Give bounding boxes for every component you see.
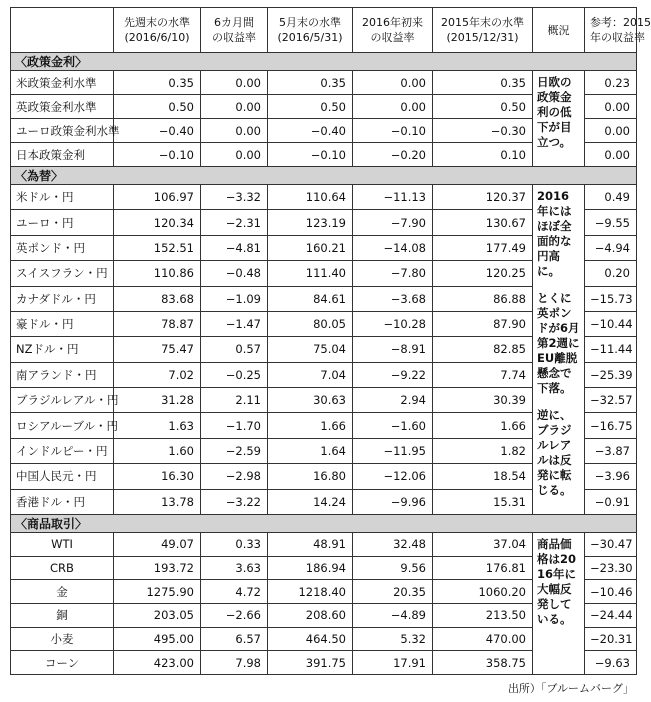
reference-return-cell: −9.63 bbox=[585, 651, 637, 675]
value-cell: −11.95 bbox=[353, 438, 433, 463]
value-cell: 120.34 bbox=[114, 210, 201, 235]
value-cell: 0.35 bbox=[433, 71, 533, 95]
header-ytd-return: 2016年初来 の収益率 bbox=[353, 8, 433, 53]
value-cell: 1.66 bbox=[433, 413, 533, 438]
value-cell: 18.54 bbox=[433, 464, 533, 489]
value-cell: −1.60 bbox=[353, 413, 433, 438]
value-cell: 2.94 bbox=[353, 388, 433, 413]
overview-text: 商品価格は2016年に大幅反発している。 bbox=[537, 537, 577, 626]
value-cell: −0.10 bbox=[353, 119, 433, 143]
value-cell: 49.07 bbox=[114, 533, 201, 557]
overview-text: 逆に、ブラジルレアルは反発に転じる。 bbox=[537, 408, 572, 497]
value-cell: −3.32 bbox=[201, 185, 268, 210]
section-header-row bbox=[11, 53, 637, 71]
row-label: 金 bbox=[11, 580, 114, 604]
reference-return-cell: −0.91 bbox=[585, 489, 637, 515]
value-cell: 193.72 bbox=[114, 556, 201, 580]
value-cell: −0.25 bbox=[201, 362, 268, 387]
value-cell: 0.50 bbox=[433, 95, 533, 119]
section-title: 〈為替〉 bbox=[11, 167, 637, 185]
table-body bbox=[11, 53, 637, 675]
value-cell: 13.78 bbox=[114, 489, 201, 515]
section-header-row bbox=[11, 167, 637, 185]
value-cell: 16.80 bbox=[268, 464, 353, 489]
value-cell: 0.50 bbox=[268, 95, 353, 119]
value-cell: 1.82 bbox=[433, 438, 533, 463]
value-cell: 152.51 bbox=[114, 235, 201, 260]
reference-return-cell: 0.00 bbox=[585, 119, 637, 143]
value-cell: 30.63 bbox=[268, 388, 353, 413]
overview-text: 日欧の政策金利の低下が目立つ。 bbox=[537, 75, 572, 149]
value-cell: −7.80 bbox=[353, 261, 433, 286]
value-cell: 1.63 bbox=[114, 413, 201, 438]
value-cell: 110.64 bbox=[268, 185, 353, 210]
table-row bbox=[11, 71, 637, 95]
reference-return-cell: 0.20 bbox=[585, 261, 637, 286]
reference-return-cell: −23.30 bbox=[585, 556, 637, 580]
value-cell: −1.70 bbox=[201, 413, 268, 438]
value-cell: 123.19 bbox=[268, 210, 353, 235]
market-data-table bbox=[10, 7, 651, 675]
overview-cell bbox=[533, 71, 585, 167]
value-cell: −11.13 bbox=[353, 185, 433, 210]
reference-return-cell: −16.75 bbox=[585, 413, 637, 438]
value-cell: 48.91 bbox=[268, 533, 353, 557]
value-cell: 1275.90 bbox=[114, 580, 201, 604]
overview-text: とくに英ポンドが6月第2週にEU離脱懸念で下落。 bbox=[537, 291, 580, 395]
row-label: 銅 bbox=[11, 604, 114, 628]
reference-return-cell: 0.49 bbox=[585, 185, 637, 210]
value-cell: 0.35 bbox=[114, 71, 201, 95]
reference-return-cell: −20.31 bbox=[585, 627, 637, 651]
value-cell: 3.63 bbox=[201, 556, 268, 580]
value-cell: 16.30 bbox=[114, 464, 201, 489]
header-overview: 概況 bbox=[533, 8, 585, 53]
row-label: CRB bbox=[11, 556, 114, 580]
value-cell: 84.61 bbox=[268, 286, 353, 311]
row-label: コーン bbox=[11, 651, 114, 675]
value-cell: 470.00 bbox=[433, 627, 533, 651]
value-cell: 87.90 bbox=[433, 311, 533, 336]
value-cell: −14.08 bbox=[353, 235, 433, 260]
reference-return-cell: −30.47 bbox=[585, 533, 637, 557]
value-cell: −3.68 bbox=[353, 286, 433, 311]
reference-return-cell: 0.00 bbox=[585, 95, 637, 119]
value-cell: 0.00 bbox=[201, 143, 268, 167]
row-label: WTI bbox=[11, 533, 114, 557]
value-cell: 32.48 bbox=[353, 533, 433, 557]
value-cell: 14.24 bbox=[268, 489, 353, 515]
value-cell: −0.48 bbox=[201, 261, 268, 286]
value-cell: −0.40 bbox=[268, 119, 353, 143]
value-cell: −0.20 bbox=[353, 143, 433, 167]
value-cell: 1.60 bbox=[114, 438, 201, 463]
reference-return-cell: −25.39 bbox=[585, 362, 637, 387]
reference-return-cell: 0.23 bbox=[585, 71, 637, 95]
value-cell: 106.97 bbox=[114, 185, 201, 210]
value-cell: 0.00 bbox=[353, 71, 433, 95]
value-cell: −9.22 bbox=[353, 362, 433, 387]
value-cell: 130.67 bbox=[433, 210, 533, 235]
value-cell: 2.11 bbox=[201, 388, 268, 413]
value-cell: 464.50 bbox=[268, 627, 353, 651]
header-2015-end-level: 2015年末の水準 (2015/12/31) bbox=[433, 8, 533, 53]
table-row bbox=[11, 533, 637, 557]
row-label: ユーロ政策金利水準 bbox=[11, 119, 114, 143]
value-cell: 358.75 bbox=[433, 651, 533, 675]
row-label: ブラジルレアル・円 bbox=[11, 388, 114, 413]
section-title: 〈商品取引〉 bbox=[11, 515, 637, 533]
value-cell: 160.21 bbox=[268, 235, 353, 260]
value-cell: 1060.20 bbox=[433, 580, 533, 604]
value-cell: 5.32 bbox=[353, 627, 433, 651]
value-cell: −0.40 bbox=[114, 119, 201, 143]
value-cell: 0.57 bbox=[201, 337, 268, 362]
value-cell: 75.47 bbox=[114, 337, 201, 362]
value-cell: 80.05 bbox=[268, 311, 353, 336]
reference-return-cell: −10.46 bbox=[585, 580, 637, 604]
reference-return-cell: −3.87 bbox=[585, 438, 637, 463]
value-cell: 7.74 bbox=[433, 362, 533, 387]
section-header-row bbox=[11, 515, 637, 533]
section-title: 〈政策金利〉 bbox=[11, 53, 637, 71]
reference-return-cell: −4.94 bbox=[585, 235, 637, 260]
value-cell: 37.04 bbox=[433, 533, 533, 557]
reference-return-cell: −11.44 bbox=[585, 337, 637, 362]
row-label: ロシアルーブル・円 bbox=[11, 413, 114, 438]
header-may-end-level: 5月末の水準 (2016/5/31) bbox=[268, 8, 353, 53]
value-cell: −12.06 bbox=[353, 464, 433, 489]
value-cell: 391.75 bbox=[268, 651, 353, 675]
header-row bbox=[11, 8, 637, 53]
value-cell: 20.35 bbox=[353, 580, 433, 604]
source-note: 出所）「ブルームバーグ」 bbox=[507, 682, 634, 695]
value-cell: 110.86 bbox=[114, 261, 201, 286]
value-cell: −1.09 bbox=[201, 286, 268, 311]
overview-text: 2016年にはほぼ全面的な円高に。 bbox=[537, 189, 572, 278]
value-cell: 213.50 bbox=[433, 604, 533, 628]
value-cell: −0.30 bbox=[433, 119, 533, 143]
value-cell: 495.00 bbox=[114, 627, 201, 651]
header-six-month-return: 6カ月間 の収益率 bbox=[201, 8, 268, 53]
value-cell: 0.00 bbox=[201, 95, 268, 119]
value-cell: 0.33 bbox=[201, 533, 268, 557]
row-label: ユーロ・円 bbox=[11, 210, 114, 235]
value-cell: −1.47 bbox=[201, 311, 268, 336]
reference-return-cell: −32.57 bbox=[585, 388, 637, 413]
value-cell: 7.02 bbox=[114, 362, 201, 387]
row-label: 小麦 bbox=[11, 627, 114, 651]
value-cell: −9.96 bbox=[353, 489, 433, 515]
value-cell: 203.05 bbox=[114, 604, 201, 628]
value-cell: −2.66 bbox=[201, 604, 268, 628]
row-label: NZドル・円 bbox=[11, 337, 114, 362]
row-label: インドルピー・円 bbox=[11, 438, 114, 463]
row-label: 米ドル・円 bbox=[11, 185, 114, 210]
value-cell: 75.04 bbox=[268, 337, 353, 362]
value-cell: 7.04 bbox=[268, 362, 353, 387]
value-cell: 1.64 bbox=[268, 438, 353, 463]
value-cell: 0.00 bbox=[353, 95, 433, 119]
reference-return-cell: −10.44 bbox=[585, 311, 637, 336]
header-empty bbox=[11, 8, 114, 53]
value-cell: 30.39 bbox=[433, 388, 533, 413]
value-cell: 1.66 bbox=[268, 413, 353, 438]
row-label: スイスフラン・円 bbox=[11, 261, 114, 286]
row-label: 米政策金利水準 bbox=[11, 71, 114, 95]
reference-return-cell: −9.55 bbox=[585, 210, 637, 235]
value-cell: 0.00 bbox=[201, 119, 268, 143]
row-label: 英ポンド・円 bbox=[11, 235, 114, 260]
value-cell: 0.50 bbox=[114, 95, 201, 119]
value-cell: 7.98 bbox=[201, 651, 268, 675]
value-cell: 186.94 bbox=[268, 556, 353, 580]
row-label: 英政策金利水準 bbox=[11, 95, 114, 119]
value-cell: −2.98 bbox=[201, 464, 268, 489]
value-cell: −4.89 bbox=[353, 604, 433, 628]
value-cell: 120.25 bbox=[433, 261, 533, 286]
value-cell: 17.91 bbox=[353, 651, 433, 675]
value-cell: 423.00 bbox=[114, 651, 201, 675]
row-label: 香港ドル・円 bbox=[11, 489, 114, 515]
value-cell: 0.10 bbox=[433, 143, 533, 167]
value-cell: 4.72 bbox=[201, 580, 268, 604]
value-cell: −7.90 bbox=[353, 210, 433, 235]
value-cell: 9.56 bbox=[353, 556, 433, 580]
reference-return-cell: −3.96 bbox=[585, 464, 637, 489]
value-cell: 86.88 bbox=[433, 286, 533, 311]
reference-return-cell: −15.73 bbox=[585, 286, 637, 311]
value-cell: 177.49 bbox=[433, 235, 533, 260]
value-cell: −2.31 bbox=[201, 210, 268, 235]
row-label: 中国人民元・円 bbox=[11, 464, 114, 489]
value-cell: 31.28 bbox=[114, 388, 201, 413]
value-cell: 208.60 bbox=[268, 604, 353, 628]
row-label: 日本政策金利 bbox=[11, 143, 114, 167]
reference-return-cell: 0.00 bbox=[585, 143, 637, 167]
value-cell: 111.40 bbox=[268, 261, 353, 286]
value-cell: 83.68 bbox=[114, 286, 201, 311]
value-cell: 176.81 bbox=[433, 556, 533, 580]
value-cell: 15.31 bbox=[433, 489, 533, 515]
value-cell: 0.35 bbox=[268, 71, 353, 95]
row-label: カナダドル・円 bbox=[11, 286, 114, 311]
value-cell: 0.00 bbox=[201, 71, 268, 95]
value-cell: 78.87 bbox=[114, 311, 201, 336]
reference-return-cell: −24.44 bbox=[585, 604, 637, 628]
value-cell: −10.28 bbox=[353, 311, 433, 336]
overview-cell bbox=[533, 185, 585, 515]
row-label: 南アランド・円 bbox=[11, 362, 114, 387]
value-cell: 120.37 bbox=[433, 185, 533, 210]
value-cell: −0.10 bbox=[268, 143, 353, 167]
value-cell: 1218.40 bbox=[268, 580, 353, 604]
value-cell: −8.91 bbox=[353, 337, 433, 362]
header-2015-return: 参考：2015 年の収益率 bbox=[585, 8, 637, 53]
value-cell: 82.85 bbox=[433, 337, 533, 362]
value-cell: −2.59 bbox=[201, 438, 268, 463]
header-last-week-level: 先週末の水準 (2016/6/10) bbox=[114, 8, 201, 53]
table-row bbox=[11, 185, 637, 210]
value-cell: −0.10 bbox=[114, 143, 201, 167]
overview-cell bbox=[533, 533, 585, 675]
row-label: 豪ドル・円 bbox=[11, 311, 114, 336]
value-cell: −3.22 bbox=[201, 489, 268, 515]
value-cell: 6.57 bbox=[201, 627, 268, 651]
value-cell: −4.81 bbox=[201, 235, 268, 260]
